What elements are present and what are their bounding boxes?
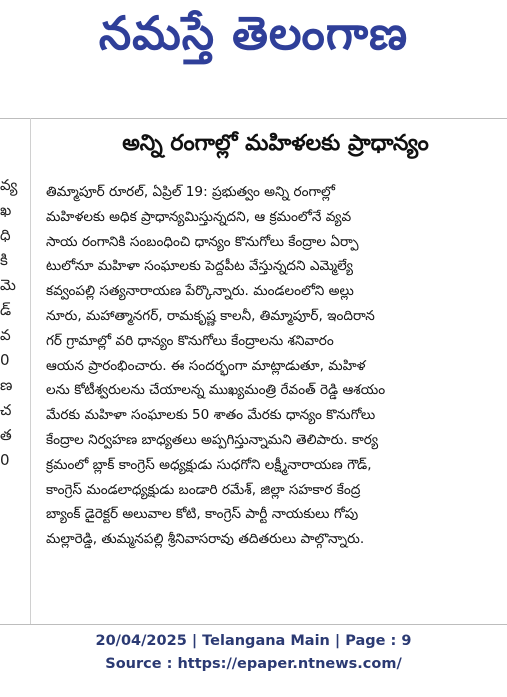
- article-line: లను కోటీశ్వరులను చేయాలన్న ముఖ్యమంత్రి రేవంత్ రెడ్డి ఆశయం: [46, 382, 386, 399]
- neighbor-fragment: మె: [0, 276, 16, 294]
- neighbor-fragment: కి: [0, 251, 8, 269]
- article-line: నూరు, మహాత్మానగర్, రామకృష్ణ కాలనీ, తిమ్మాపూర్, ఇందిరాన: [46, 307, 375, 324]
- article-line: మహిళలకు అధిక ప్రాధాన్యమిస్తున్నదని, ఆ క్రమంలోనే వ్యవ: [46, 208, 352, 225]
- footer-info: 20/04/2025 | Telangana Main | Page : 9: [95, 633, 412, 649]
- article-line: క్రమంలో బ్లాక్ కాంగ్రెస్ అధ్యక్షుడు సుధగోని లక్ష్మీనారాయణ గౌడ్,: [46, 456, 372, 473]
- article-line: తిమ్మాపూర్ రూరల్, ఏప్రిల్ 19: ప్రభుత్వం అన్ని రంగాల్లో: [46, 184, 336, 200]
- neighbor-fragment: చ: [0, 401, 12, 419]
- neighbor-fragment: ఖ: [0, 201, 12, 219]
- neighbor-fragment: వ్య: [0, 178, 18, 194]
- article-line: గర్ గ్రామాల్లో వరి ధాన్యం కొనుగోలు కేంద్రాలను శనివారం: [46, 332, 334, 349]
- article-line: కవ్వంపల్లి సత్యనారాయణ పేర్కొన్నారు. మండలంలోని అల్లు: [46, 283, 354, 300]
- column-divider: [30, 118, 31, 624]
- article-body: [46, 180, 494, 552]
- article-line: సాయ రంగానికి సంబంధించి ధాన్యం కొనుగోలు కేంద్రాల ఏర్పా: [46, 233, 359, 250]
- neighbor-fragment: వ: [0, 326, 11, 344]
- neighbor-fragment: 0: [0, 451, 10, 469]
- article-line: మేరకు మహిళా సంఘాలకు 50 శాతం మేరకు ధాన్యం కొనుగోలు: [46, 407, 376, 424]
- top-rule: [0, 118, 507, 119]
- masthead-title: నమస్తే తెలంగాణ: [98, 6, 409, 60]
- article-line: బ్యాంక్ డైరెక్టర్ అలువాల కోటి, కాంగ్రెస్ పార్టీ నాయకులు గోపు: [46, 506, 359, 523]
- headline-text: అన్ని రంగాల్లో మహిళలకు ప్రాధాన్యం: [122, 131, 429, 156]
- neighbor-fragment: డ్: [0, 301, 12, 319]
- article-line: టులోనూ మహిళా సంఘాలకు పెద్దపీట వేస్తున్నదని ఎమ్మెల్యే: [46, 258, 353, 275]
- neighbor-fragment: ధి: [0, 226, 11, 244]
- neighbor-fragment: 0: [0, 351, 10, 369]
- masthead: [0, 0, 507, 78]
- bottom-rule: [0, 624, 507, 625]
- neighbor-column-fragments: [0, 178, 22, 558]
- article-headline: [44, 126, 507, 166]
- article-line: ఆయన ప్రారంభించారు. ఈ సందర్భంగా మాట్లాడుతూ, మహిళ: [46, 357, 366, 374]
- neighbor-fragment: త: [0, 426, 12, 444]
- article-line: కేంద్రాల నిర్వహణ బాధ్యతలు అప్పగిస్తున్నామని తెలిపారు. కార్య: [46, 431, 379, 448]
- article-line: కాంగ్రెస్ మండలాధ్యక్షుడు బండారి రమేశ్, జిల్లా సహకార కేంద్ర: [46, 481, 361, 498]
- article-line: మల్లారెడ్డి, తుమ్మనపల్లి శ్రీనివాసరావు తదితరులు పాల్గొన్నారు.: [46, 531, 365, 548]
- neighbor-fragment: ణ: [0, 376, 13, 394]
- footer-source: Source : https://epaper.ntnews.com/: [105, 656, 402, 672]
- footer: [0, 630, 507, 676]
